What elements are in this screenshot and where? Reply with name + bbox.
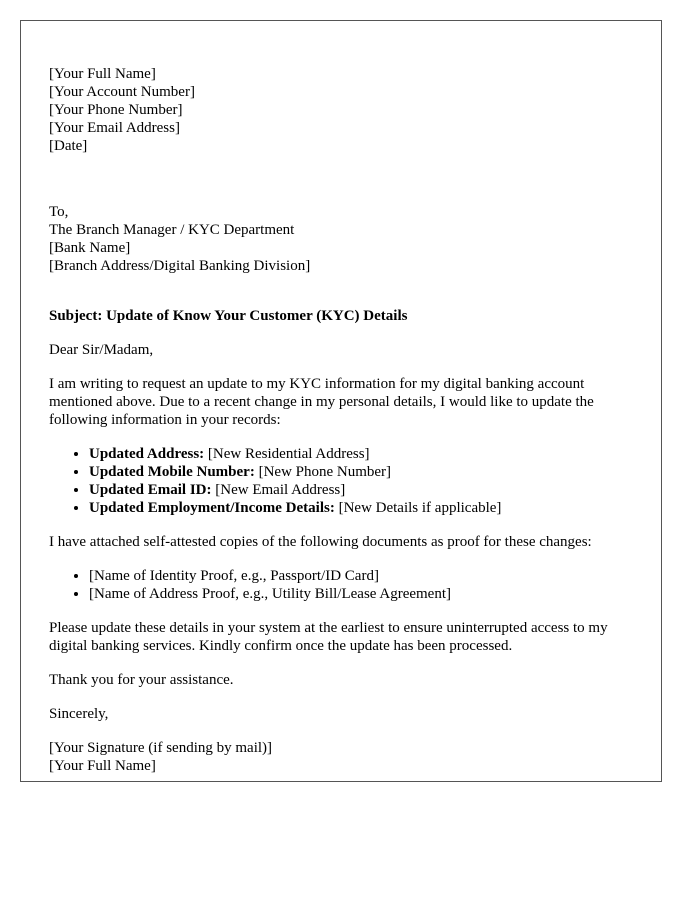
thanks-line: Thank you for your assistance. xyxy=(49,672,234,688)
sender-date: [Date] xyxy=(49,138,88,154)
sender-account: [Your Account Number] xyxy=(49,84,195,100)
recipient-address: [Branch Address/Digital Banking Division] xyxy=(49,258,311,274)
recipient-dept: The Branch Manager / KYC Department xyxy=(49,222,295,238)
closing-line: Sincerely, xyxy=(49,706,109,722)
list-item: • Updated Email ID: [New Email Address] xyxy=(89,481,633,499)
list-item: • Updated Employment/Income Details: [New Details if applicable] xyxy=(89,499,633,517)
list-item: • Updated Mobile Number: [New Phone Number] xyxy=(89,463,633,481)
updates-list xyxy=(49,445,633,517)
salutation: Dear Sir/Madam, xyxy=(49,342,154,358)
signature-line: [Your Signature (if sending by mail)] xyxy=(49,740,273,756)
list-item: • [Name of Address Proof, e.g., Utility Bill/Lease Agreement] xyxy=(89,585,633,603)
recipient-bank: [Bank Name] xyxy=(49,240,131,256)
intro-paragraph: I am writing to request an update to my KYC information for my digital banking account mentioned above. Due to a recent change in my personal details, I would like to update the following information in your records: xyxy=(49,376,594,428)
list-item: • [Name of Identity Proof, e.g., Passport/ID Card] xyxy=(89,567,633,585)
documents-list xyxy=(49,567,633,603)
list-item: • Updated Address: [New Residential Address] xyxy=(89,445,633,463)
sender-phone: [Your Phone Number] xyxy=(49,102,183,118)
request-paragraph: Please update these details in your system at the earliest to ensure uninterrupted access to my digital banking services. Kindly confirm once the update has been processed. xyxy=(49,620,608,654)
recipient-to: To, xyxy=(49,204,69,220)
signature-name: [Your Full Name] xyxy=(49,758,156,774)
letter xyxy=(20,20,662,782)
subject-line: Subject: Update of Know Your Customer (KYC) Details xyxy=(49,308,408,324)
sender-name: [Your Full Name] xyxy=(49,66,156,82)
attached-paragraph: I have attached self-attested copies of the following documents as proof for these changes: xyxy=(49,534,592,550)
sender-email: [Your Email Address] xyxy=(49,120,180,136)
